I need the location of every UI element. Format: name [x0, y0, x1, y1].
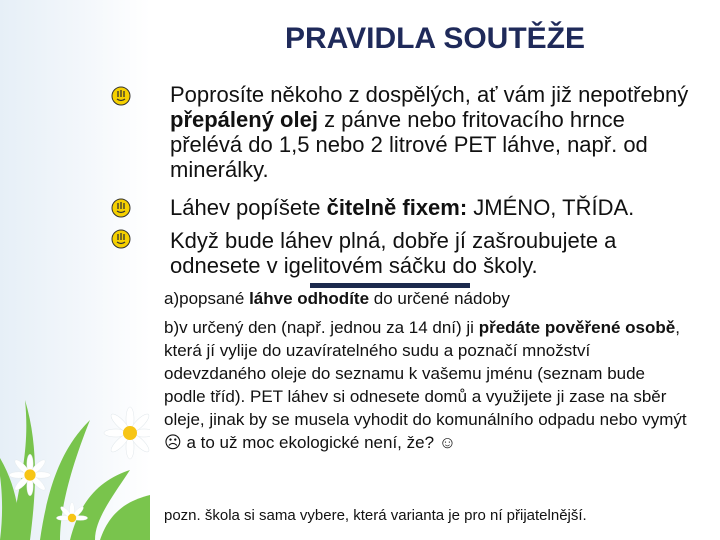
bullet-1-pre: Poprosíte někoho z dospělých, ať vám již nepotřebný	[170, 82, 689, 107]
bullet-1-bold: přepálený olej	[170, 107, 318, 132]
bullet-1	[170, 82, 700, 182]
bullet-2	[170, 195, 700, 220]
bullet-2-pre: Láhev popíšete	[170, 195, 327, 220]
flower-decoration	[0, 0, 150, 540]
daisy-flower-icon	[0, 0, 150, 540]
option-b	[164, 316, 689, 454]
smiley-hand-icon	[110, 85, 132, 107]
bullet-2-bold: čitelně fixem:	[326, 195, 468, 220]
slide-title: PRAVIDLA SOUTĚŽE	[284, 22, 585, 55]
bullet-3: Když bude láhev plná, dobře jí zašroubujete a odnesete v igelitovém sáčku do školy.	[170, 228, 617, 278]
smiley-hand-icon	[110, 228, 132, 250]
bullet-1-post: z pánve nebo fritovacího hrnce přelévá do 1,5 nebo 2 litrové PET láhve, např. od minerálky.	[170, 107, 648, 182]
footer-note: pozn. škola si sama vybere, která varianta je pro ní přijatelnější.	[164, 507, 587, 524]
option-a-post: do určené nádoby	[369, 289, 510, 308]
option-a	[164, 287, 704, 310]
option-b-post: , která jí vylije do uzavíratelného sudu a poznačí množství odevzdaného oleje do seznamu k vašemu jménu (seznam bude podle tříd). PET láhev si odnesete domů a využijete ji zase na sběr oleje, jinak by se musela vyhodit do komunálního odpadu nebo vymýt ☹ a to už moc ekologické není, že? ☺	[164, 318, 687, 452]
option-a-pre: a)popsané	[164, 289, 250, 308]
option-a-bold: láhve odhodíte	[249, 289, 370, 308]
option-b-bold: předáte pověřené osobě	[478, 318, 676, 337]
smiley-hand-icon	[110, 197, 132, 219]
option-b-pre: b)v určený den (např. jednou za 14 dní) ji	[164, 318, 479, 337]
bullet-2-post: JMÉNO, TŘÍDA.	[467, 195, 635, 220]
